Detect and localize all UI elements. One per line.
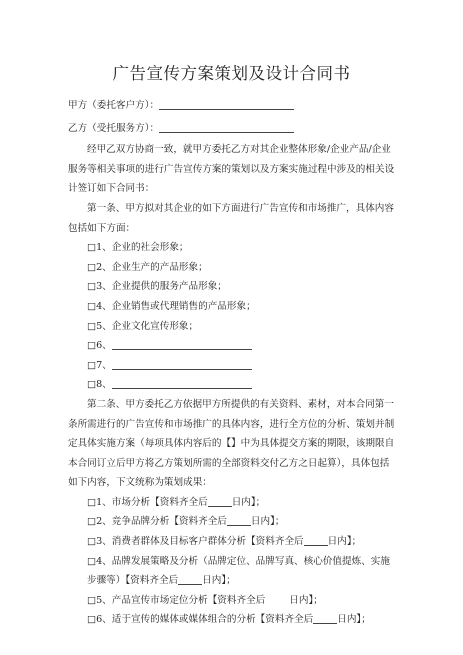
document-body [68, 96, 395, 630]
clause-2-item-text: □6、适于宣传的媒体或媒体组合的分析【资料齐全后 [87, 614, 314, 626]
clause-2-item-text: □1、市场分析【资料齐全后 [87, 496, 208, 508]
days-blank[interactable] [208, 494, 232, 507]
clause-2-item [68, 493, 395, 513]
clause-1-item-blank-6 [68, 336, 395, 356]
clause-2-item-text: □4、品牌发展策略及分析（品牌定位、品牌写真、核心价值提炼、实施步骤等）【资料齐全后 [87, 555, 390, 587]
days-blank[interactable] [178, 572, 202, 585]
party-b-blank[interactable] [159, 120, 294, 133]
clause-2-item [68, 532, 395, 552]
item-6-blank[interactable] [112, 337, 252, 350]
clause-2-item-suffix: 日内】； [202, 575, 236, 587]
clause-2-paragraph: 第二条、甲方委托乙方依据甲方所提供的有关资料、素材，对本合同第一条所需进行的广告宣传和市场推广的具体内容，进行全方位的分析、策划并制定具体实施方案（每项具体内容后的【】中为具体提交方案的期限，该期限自本合同订立后甲方将乙方策划所需的全部资料交付乙方之日起算），具体包括如下内容，下文统称为策划成果： [68, 398, 395, 489]
days-blank[interactable] [313, 611, 337, 624]
party-a-line [68, 96, 395, 116]
item-7-blank[interactable] [112, 357, 252, 370]
party-a-blank[interactable] [159, 97, 294, 110]
clause-2-item-suffix: 日内】； [250, 516, 285, 528]
days-blank[interactable] [265, 592, 289, 605]
party-b-label: 乙方（受托服务方）： [68, 122, 160, 134]
clause-2-item-text: □2、竞争品牌分析【资料齐全后 [87, 516, 227, 528]
clause-1-item-blank-7 [68, 356, 395, 376]
clause-2-item-text: □3、消费者群体及目标客户群体分析【资料齐全后 [87, 536, 304, 548]
clause-1-item-blank-8 [68, 375, 395, 395]
party-b-line [68, 119, 395, 139]
document-title: 广告宣传方案策划及设计合同书 [112, 64, 351, 83]
clause-2-item-text: □5、产品宣传市场定位分析【资料齐全后 [87, 594, 266, 606]
clause-1-item: □1、企业的社会形象； [87, 242, 189, 254]
days-blank[interactable] [227, 513, 251, 526]
clause-1-item: □4、企业销售或代理销售的产品形象； [87, 300, 256, 312]
clause-1-item-label: □8、 [87, 379, 112, 391]
clause-2-item-suffix: 日内】； [337, 614, 371, 626]
clause-2-item [68, 512, 395, 532]
clause-2-item [68, 591, 395, 611]
party-a-label: 甲方（委托客户方）： [68, 100, 160, 111]
intro-paragraph: 经甲乙双方协商一致，就甲方委托乙方对其企业整体形象/企业产品/企业服务等相关事项的进行广告宣传方案的策划以及方案实施过程中涉及的相关设计签订如下合同书： [68, 144, 395, 195]
clause-1-item: □3、企业提供的服务产品形象； [87, 281, 227, 293]
clause-1-item-label: □6、 [87, 340, 112, 352]
clause-2-item-suffix: 日内】； [231, 496, 266, 508]
clause-2-item [68, 552, 395, 591]
item-8-blank[interactable] [112, 376, 252, 389]
clause-1-item: □2、企业生产的产品形象； [87, 261, 208, 273]
days-blank[interactable] [304, 533, 328, 546]
clause-2-item-suffix: 日内】； [327, 536, 362, 548]
clause-1-item-label: □7、 [87, 359, 112, 371]
clause-2-item-suffix: 日内】； [289, 594, 323, 606]
clause-1-paragraph: 第一条、甲方拟对其企业的如下方面进行广告宣传和市场推广，具体内容包括如下方面： [68, 202, 394, 234]
clause-1-item: □5、企业文化宣传形象； [87, 320, 199, 332]
clause-2-item [68, 610, 395, 630]
